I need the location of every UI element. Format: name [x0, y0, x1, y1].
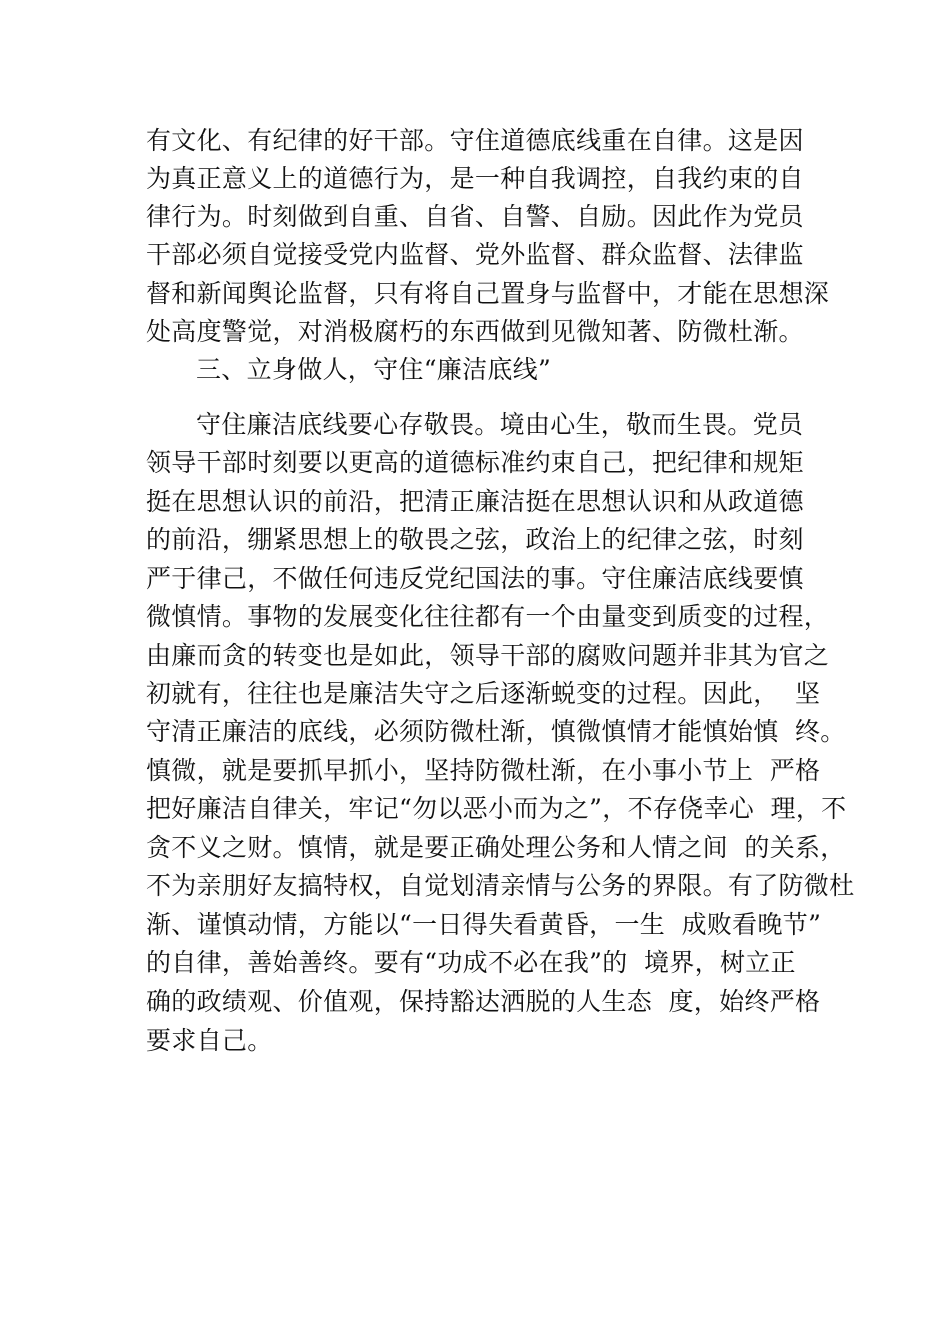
text-line: 贪不义之财。慎情，就是要正确处理公务和人情之间 的关系，: [146, 833, 846, 862]
text-line: 渐、谨慎动情，方能以“一日得失看黄昏，一生 成败看晚节”: [146, 910, 822, 939]
text-line: 守清正廉洁的底线，必须防微杜渐，慎微慎情才能慎始慎 终。: [146, 717, 846, 746]
text-line: 把好廉洁自律关，牢记“勿以恶小而为之”，不存侥幸心 理，不: [146, 794, 847, 823]
text-line: 微慎情。事物的发展变化往往都有一个由量变到质变的过程，: [146, 602, 830, 631]
heading-text: 三、立身做人，守住“廉洁底线”: [196, 355, 552, 384]
text-line: 严于律己，不做任何违反党纪国法的事。守住廉洁底线要慎: [146, 564, 804, 593]
text-line: 的自律，善始善终。要有“功成不必在我”的 境界，树立正: [146, 948, 796, 977]
text-line: 初就有，往往也是廉洁失守之后逐渐蜕变的过程。因此， 坚: [146, 679, 821, 708]
text-line: 挺在思想认识的前沿，把清正廉洁挺在思想认识和从政道德: [146, 487, 804, 516]
text-line: 干部必须自觉接受党内监督、党外监督、群众监督、法律监: [146, 240, 804, 269]
text-line: 守住廉洁底线要心存敬畏。境由心生，敬而生畏。党员: [196, 410, 804, 439]
text-line: 由廉而贪的转变也是如此，领导干部的腐败问题并非其为官之: [146, 641, 830, 670]
text-line: 督和新闻舆论监督，只有将自己置身与监督中，才能在思想深: [146, 279, 830, 308]
text-line: 不为亲朋好友搞特权，自觉划清亲情与公务的界限。有了防微杜: [146, 871, 855, 900]
text-line: 律行为。时刻做到自重、自省、自警、自励。因此作为党员: [146, 202, 804, 231]
text-line: 有文化、有纪律的好干部。守住道德底线重在自律。这是因: [146, 126, 804, 155]
text-line: 慎微，就是要抓早抓小，坚持防微杜渐，在小事小节上 严格: [146, 756, 821, 785]
text-line: 领导干部时刻要以更高的道德标准约束自己，把纪律和规矩: [146, 448, 804, 477]
text-line: 确的政绩观、价值观，保持豁达洒脱的人生态 度，始终严格: [146, 987, 821, 1016]
text-line: 处高度警觉，对消极腐朽的东西做到见微知著、防微杜渐。: [146, 317, 804, 346]
text-line: 的前沿，绷紧思想上的敬畏之弦，政治上的纪律之弦，时刻: [146, 525, 804, 554]
text-line: 要求自己。: [146, 1026, 273, 1055]
text-line: 为真正意义上的道德行为，是一种自我调控，自我约束的自: [146, 164, 804, 193]
